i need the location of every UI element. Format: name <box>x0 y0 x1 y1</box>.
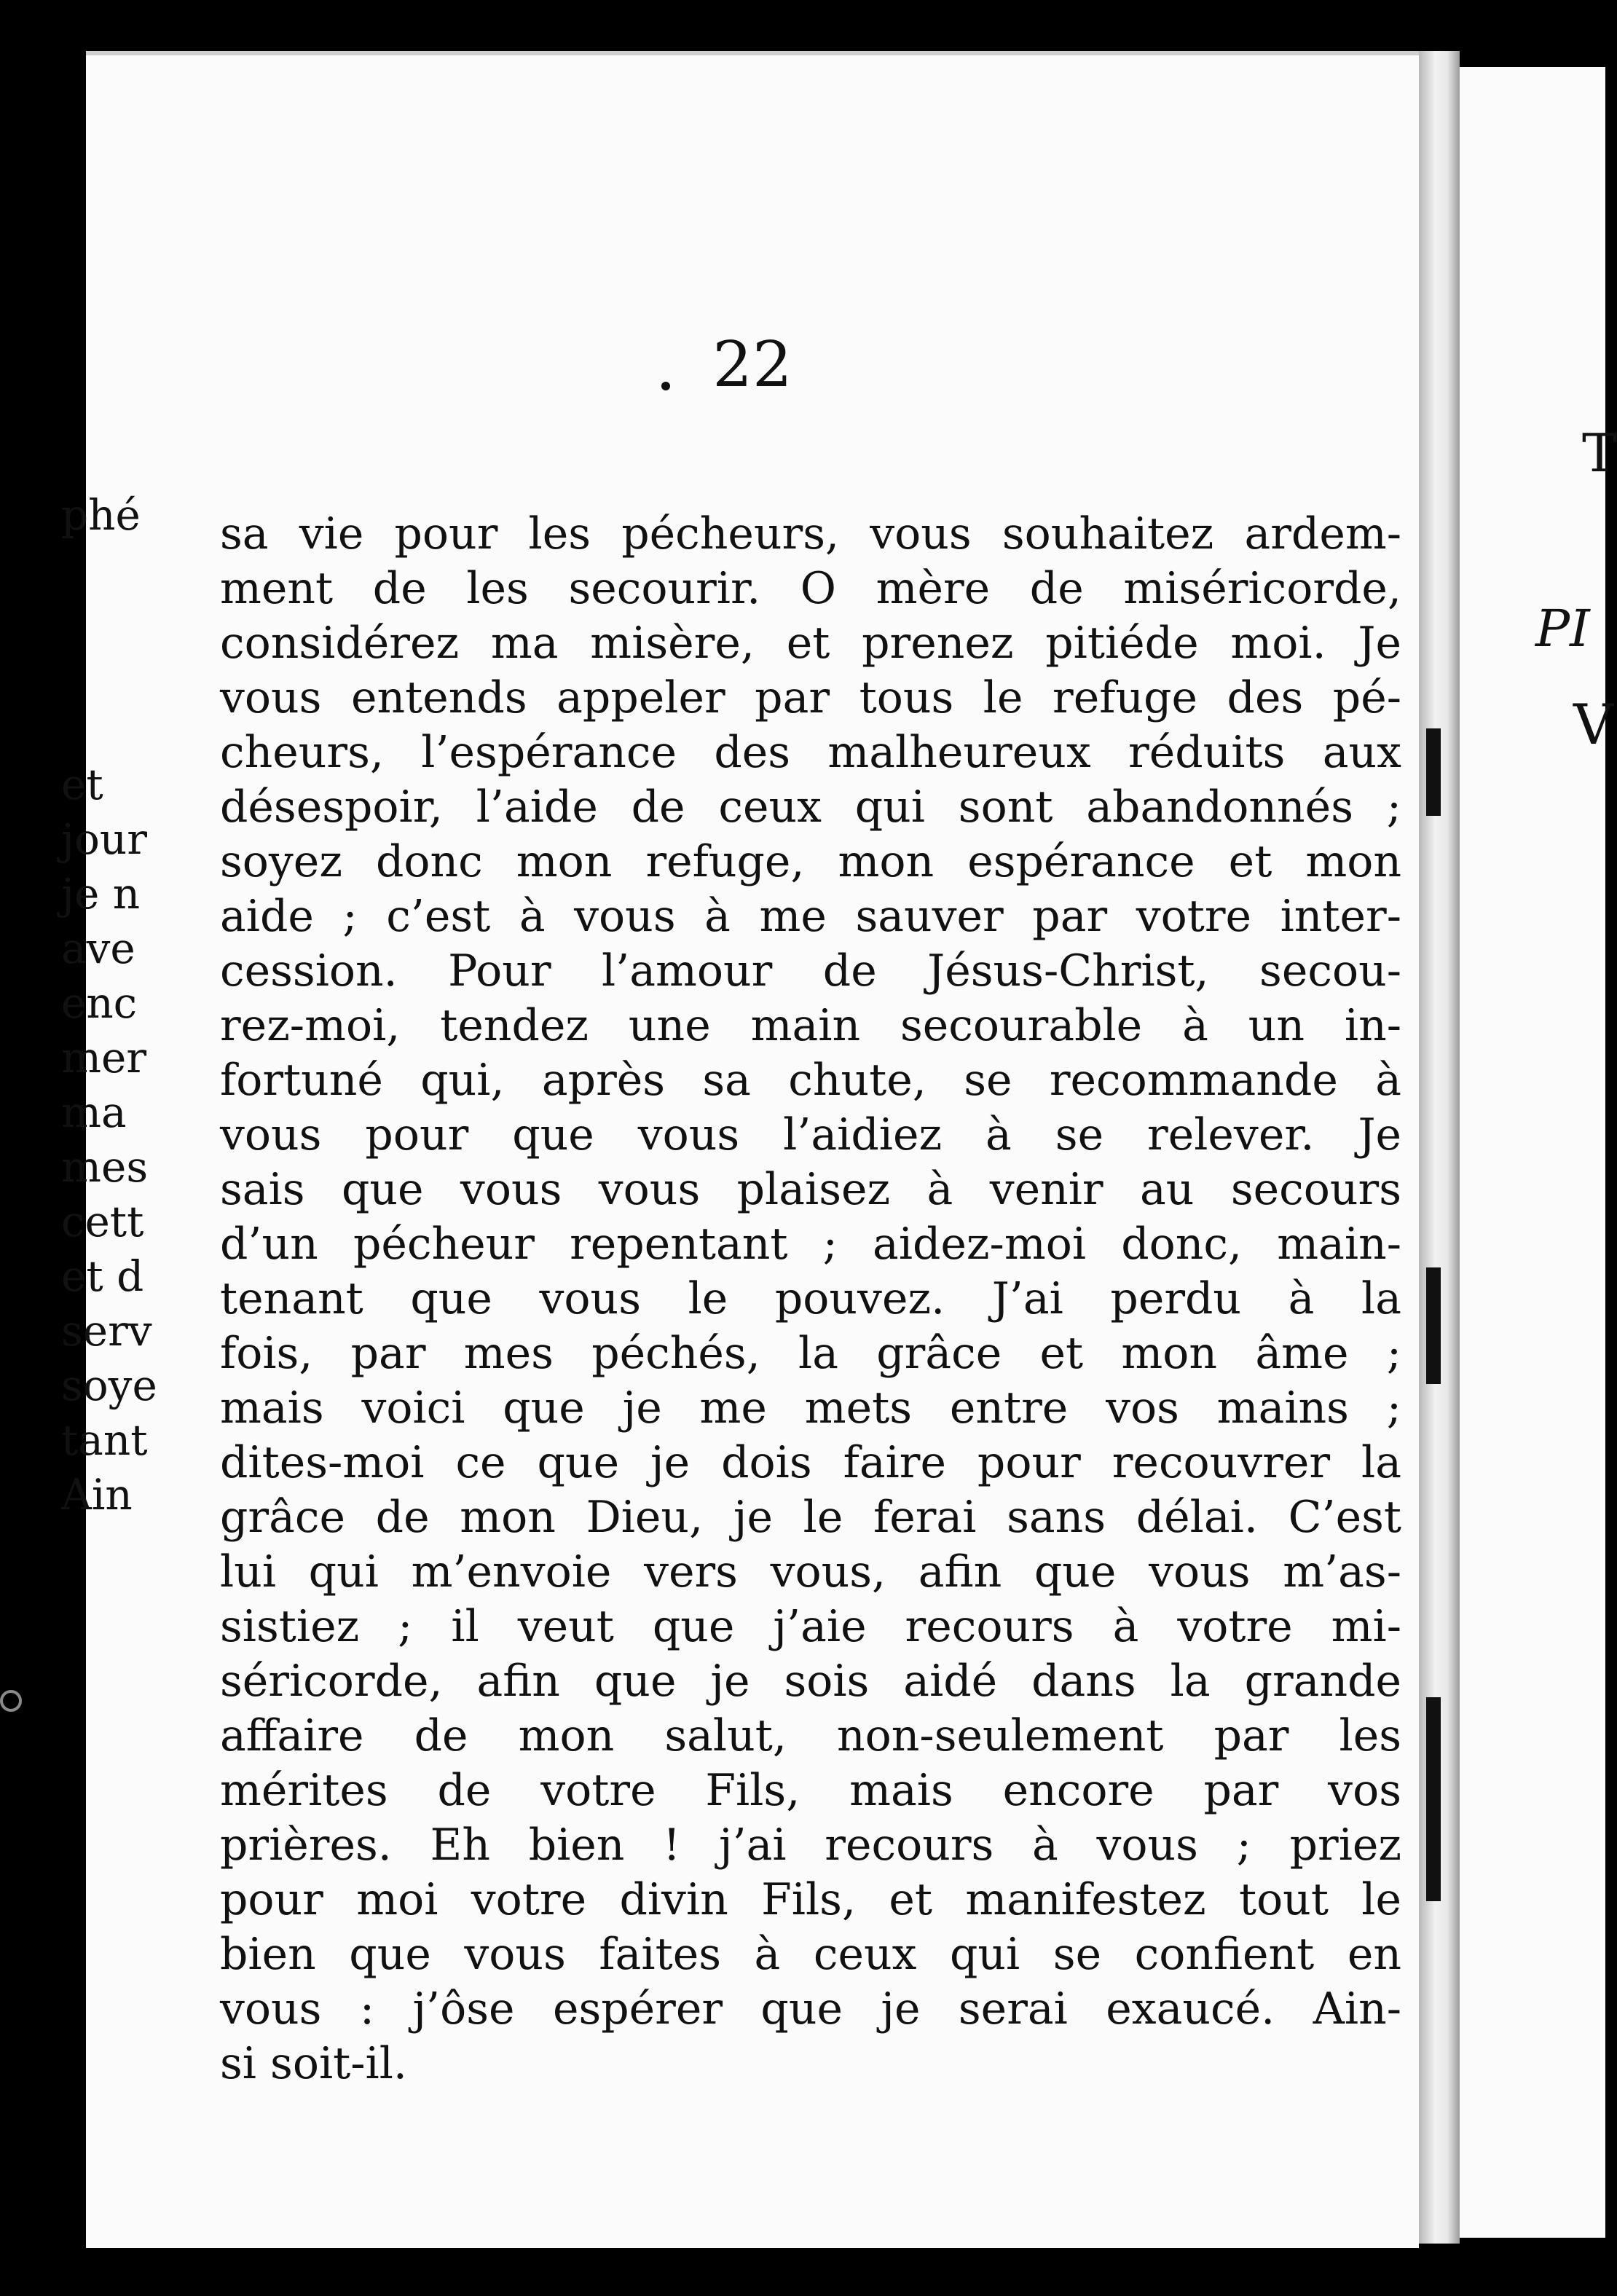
facing-page-line: mer <box>61 1033 147 1082</box>
print-speck <box>661 382 670 390</box>
facing-page-line: tant <box>61 1415 148 1465</box>
text-line: dites-moi ce que je dois faire pour recouvrer la <box>220 1437 1401 1488</box>
text-line: soyez donc mon refuge, mon espérance et mon <box>220 836 1401 887</box>
text-line: cession. Pour l’amour de Jésus-Christ, secou- <box>220 945 1401 996</box>
facing-page-line: et <box>61 760 103 809</box>
gutter-shadow <box>1426 1267 1441 1384</box>
facing-page-line: je n <box>61 869 141 919</box>
text-line: vous : j’ôse espérer que je serai exaucé. Ain- <box>220 1984 1401 2034</box>
text-line: considérez ma misère, et prenez pitiéde moi. Je <box>220 618 1401 669</box>
book-gutter <box>1419 51 1460 2244</box>
text-line: mais voici que je me mets entre vos mains ; <box>220 1383 1401 1434</box>
facing-page <box>1460 67 1605 2238</box>
text-line: si soit-il. <box>220 2038 407 2089</box>
facing-page-initial: V <box>1573 692 1613 757</box>
facing-page-italic-fragment: PI <box>1535 599 1590 658</box>
left-book-page <box>86 51 1419 2248</box>
facing-page-line: soye <box>61 1361 157 1410</box>
page-number: 22 <box>712 329 792 401</box>
text-line: aide ; c’est à vous à me sauver par votre inter- <box>220 891 1401 942</box>
text-line: ment de les secourir. O mère de miséricorde, <box>220 563 1401 614</box>
text-line: cheurs, l’espérance des malheureux réduits aux <box>220 727 1401 778</box>
text-line: vous pour que vous l’aidiez à se relever. Je <box>220 1109 1401 1160</box>
text-line: sistiez ; il veut que j’aie recours à votre mi- <box>220 1601 1401 1652</box>
text-line: vous entends appeler par tous le refuge des pé- <box>220 672 1401 723</box>
scan-mark-icon <box>0 1690 22 1712</box>
text-line: lui qui m’envoie vers vous, afin que vous m’as- <box>220 1546 1401 1597</box>
text-line: sa vie pour les pécheurs, vous souhaitez ardem- <box>220 508 1401 559</box>
text-line: tenant que vous le pouvez. J’ai perdu à la <box>220 1273 1401 1324</box>
text-line: pour moi votre divin Fils, et manifestez tout le <box>220 1874 1401 1925</box>
text-line: séricorde, afin que je sois aidé dans la grande <box>220 1656 1401 1707</box>
text-line: fortuné qui, après sa chute, se recommande à <box>220 1055 1401 1106</box>
text-line: fois, par mes péchés, la grâce et mon âme ; <box>220 1328 1401 1379</box>
facing-page-heading <box>61 488 141 543</box>
facing-page-line: jour <box>61 814 147 864</box>
facing-page-line: cett <box>61 1197 144 1246</box>
facing-page-fragment: phé <box>61 490 141 540</box>
text-line: désespoir, l’aide de ceux qui sont abandonnés ; <box>220 782 1401 833</box>
text-line: grâce de mon Dieu, je le ferai sans délai. C’est <box>220 1492 1401 1543</box>
text-line: sais que vous vous plaisez à venir au secours <box>220 1164 1401 1215</box>
text-line: affaire de mon salut, non-seulement par les <box>220 1710 1401 1761</box>
text-line: d’un pécheur repentant ; aidez-moi donc, main- <box>220 1219 1401 1270</box>
text-line: bien que vous faites à ceux qui se confient en <box>220 1929 1401 1980</box>
prayer-text <box>220 507 1401 2091</box>
gutter-shadow <box>1426 1697 1441 1901</box>
facing-page-line: Ain <box>61 1470 133 1519</box>
facing-page-text <box>61 758 157 1522</box>
facing-page-line: ave <box>61 924 135 973</box>
facing-page-line: ma <box>61 1088 127 1137</box>
facing-page-line: serv <box>61 1306 152 1356</box>
facing-page-line: et d <box>61 1251 144 1301</box>
text-line: rez-moi, tendez une main secourable à un in- <box>220 1000 1401 1051</box>
text-line: prières. Eh bien ! j’ai recours à vous ; priez <box>220 1820 1401 1871</box>
gutter-shadow <box>1426 728 1441 816</box>
text-line: mérites de votre Fils, mais encore par vos <box>220 1765 1401 1816</box>
facing-page-line: enc <box>61 978 138 1028</box>
facing-page-line: mes <box>61 1142 149 1192</box>
facing-page-letter: T <box>1582 422 1617 484</box>
